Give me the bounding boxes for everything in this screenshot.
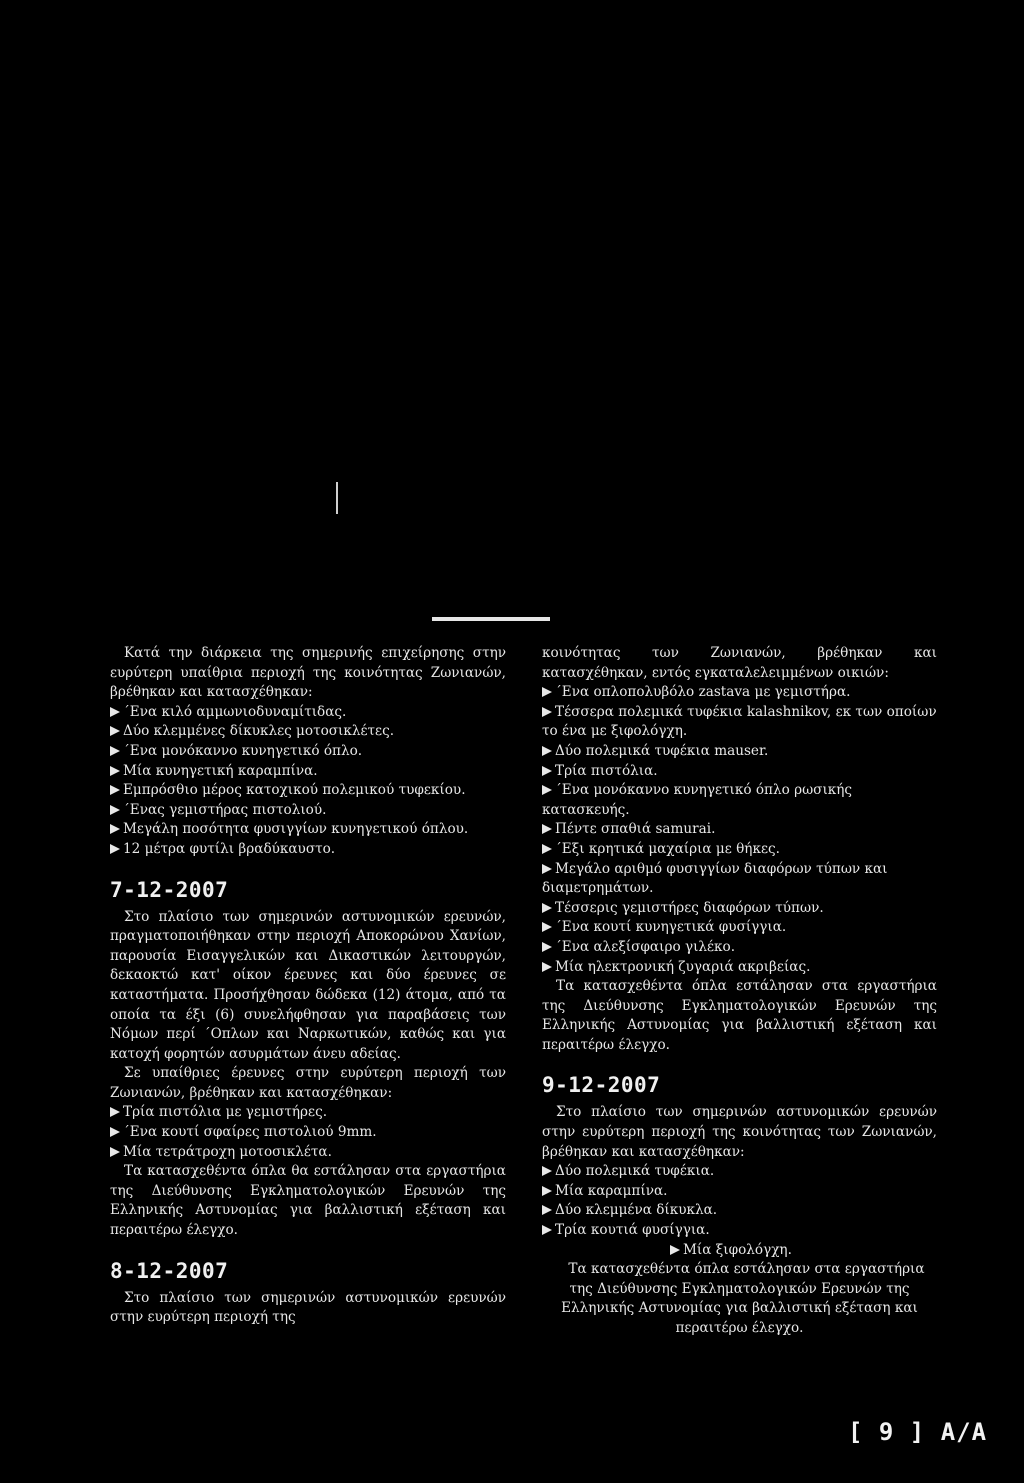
list-item: Δύο κλεμμένα δίκυκλα. xyxy=(542,1201,937,1221)
triangle-bullet-icon xyxy=(542,922,552,932)
triangle-bullet-icon xyxy=(542,1186,552,1196)
right-column xyxy=(542,644,937,1339)
triangle-bullet-icon xyxy=(110,746,120,756)
triangle-bullet-icon xyxy=(542,746,552,756)
triangle-bullet-icon xyxy=(542,707,552,717)
triangle-bullet-icon xyxy=(670,1245,680,1255)
triangle-bullet-icon xyxy=(110,1107,120,1117)
triangle-bullet-icon xyxy=(110,726,120,736)
header-rule xyxy=(432,617,550,621)
triangle-bullet-icon xyxy=(542,1225,552,1235)
triangle-bullet-icon xyxy=(542,687,552,697)
triangle-bullet-icon xyxy=(542,962,552,972)
list-item: Τρία πιστόλια. xyxy=(542,762,937,782)
triangle-bullet-icon xyxy=(110,1147,120,1157)
list-item: Δύο κλεμμένες δίκυκλες μοτοσικλέτες. xyxy=(110,722,506,742)
list-item: Δύο πολεμικά τυφέκια. xyxy=(542,1162,937,1182)
list-item: Τρία κουτιά φυσίγγια. xyxy=(542,1221,937,1241)
vertical-mark xyxy=(336,482,338,514)
list-item: ΄Ενα αλεξίσφαιρο γιλέκο. xyxy=(542,938,937,958)
section-9-closing: Τα κατασχεθέντα όπλα εστάλησαν στα εργαστήρια της Διεύθυνσης Εγκληματολογικών Ερευνών της Ελληνικής Αστυνομίας για βαλλιστική εξέταση και περαιτέρω έλεγχο. xyxy=(561,1261,925,1336)
seized-items-list-1 xyxy=(110,703,506,860)
right-closing-paragraph: Τα κατασχεθέντα όπλα εστάλησαν στα εργαστήρια της Διεύθυνσης Εγκληματολογικών Ερευνών της Ελληνικής Αστυνομίας για βαλλιστική εξέταση και περαιτέρω έλεγχο. xyxy=(542,978,937,1053)
triangle-bullet-icon xyxy=(542,1205,552,1215)
triangle-bullet-icon xyxy=(542,1166,552,1176)
list-item: Μία ηλεκτρονική ζυγαριά ακριβείας. xyxy=(542,958,937,978)
section-7-paragraph-2: Σε υπαίθριες έρευνες στην ευρύτερη περιοχή των Ζωνιανών, βρέθηκαν και κατασχέθηκαν: xyxy=(110,1065,506,1101)
list-item: Τρία πιστόλια με γεμιστήρες. xyxy=(110,1103,506,1123)
triangle-bullet-icon xyxy=(542,903,552,913)
date-heading-7-12-2007: 7-12-2007 xyxy=(110,877,229,902)
continuation-paragraph: κοινότητας των Ζωνιανών, βρέθηκαν και κατασχέθηκαν, εντός εγκαταλελειμμένων οικιών: xyxy=(542,645,937,681)
list-item: Μία κυνηγετική καραμπίνα. xyxy=(110,762,506,782)
triangle-bullet-icon xyxy=(542,864,552,874)
triangle-bullet-icon xyxy=(542,824,552,834)
triangle-bullet-icon xyxy=(110,844,120,854)
list-item: Δύο πολεμικά τυφέκια mauser. xyxy=(542,742,937,762)
left-column xyxy=(110,644,506,1328)
list-item: ΄Ενα κουτί σφαίρες πιστολιού 9mm. xyxy=(110,1123,506,1143)
triangle-bullet-icon xyxy=(542,942,552,952)
triangle-bullet-icon xyxy=(110,766,120,776)
section-8-paragraph-1: Στο πλαίσιο των σημερινών αστυνομικών ερευνών στην ευρύτερη περιοχή της xyxy=(110,1289,506,1326)
section-7-paragraph-1: Στο πλαίσιο των σημερινών αστυνομικών ερευνών, πραγματοποιήθηκαν στην περιοχή Αποκορώνου Χανίων, παρουσία Εισαγγελικών και Δικαστικών λειτουργών, δεκαοκτώ κατ' οίκον έρευνες και δύο έρευνες σε καταστήματα. Προσήχθησαν δώδεκα (12) άτομα, από τα οποία τα έξι (6) συνελήφθησαν για παραβάσεις των Νόμων περί ΄Οπλων και Ναρκωτικών, καθώς και για κατοχή φορητών ασυρμάτων άνευ αδείας. xyxy=(110,908,506,1062)
list-item: Μία τετράτροχη μοτοσικλέτα. xyxy=(110,1143,506,1163)
list-item: 12 μέτρα φυτίλι βραδύκαυστο. xyxy=(110,840,506,860)
triangle-bullet-icon xyxy=(542,844,552,854)
list-item: Τέσσερα πολεμικά τυφέκια kalashnikov, εκ των οποίων το ένα με ξιφολόγχη. xyxy=(542,703,937,740)
list-item: ΄Ενα κουτί κυνηγετικά φυσίγγια. xyxy=(542,918,937,938)
triangle-bullet-icon xyxy=(110,1127,120,1137)
list-item: ΄Ενα μονόκαννο κυνηγετικό όπλο ρωσικής κατασκευής. xyxy=(542,782,853,818)
list-item: Μία καραμπίνα. xyxy=(542,1182,937,1202)
date-heading-9-12-2007: 9-12-2007 xyxy=(542,1073,661,1098)
triangle-bullet-icon xyxy=(542,766,552,776)
list-item: Πέντε σπαθιά samurai. xyxy=(542,820,937,840)
section-9-paragraph-1: Στο πλαίσιο των σημερινών αστυνομικών ερευνών στην ευρύτερη περιοχή της κοινότητας των Ζωνιανών, βρέθηκαν και κατασχέθηκαν: xyxy=(542,1104,937,1160)
triangle-bullet-icon xyxy=(110,785,120,795)
page-number: [ 9 ] Α/Α xyxy=(848,1418,988,1446)
list-item: ΄Ενας γεμιστήρας πιστολιού. xyxy=(110,801,506,821)
list-item: Μεγάλη ποσότητα φυσιγγίων κυνηγετικού όπλου. xyxy=(110,820,506,840)
list-item: ΄Ενα οπλοπολυβόλο zastava με γεμιστήρα. xyxy=(542,683,937,703)
seized-items-list-3 xyxy=(542,683,937,977)
triangle-bullet-icon xyxy=(110,805,120,815)
triangle-bullet-icon xyxy=(542,785,552,795)
triangle-bullet-icon xyxy=(110,707,120,717)
list-item: Εμπρόσθιο μέρος κατοχικού πολεμικού τυφεκίου. xyxy=(110,781,506,801)
list-item: ΄Ενα μονόκαννο κυνηγετικό όπλο. xyxy=(110,742,506,762)
triangle-bullet-icon xyxy=(110,824,120,834)
section-7-closing: Τα κατασχεθέντα όπλα θα εστάλησαν στα εργαστήρια της Διεύθυνσης Εγκληματολογικών Ερευνών της Ελληνικής Αστυνομίας για βαλλιστική εξέταση και περαιτέρω έλεγχο. xyxy=(110,1163,506,1239)
list-item: Μεγάλο αριθμό φυσιγγίων διαφόρων τύπων και διαμετρημάτων. xyxy=(542,860,888,897)
seized-items-list-2 xyxy=(110,1103,506,1162)
list-item: ΄Ενα κιλό αμμωνιοδυναμίτιδας. xyxy=(110,703,506,723)
list-item: Τέσσερις γεμιστήρες διαφόρων τύπων. xyxy=(542,899,937,919)
seized-items-list-4 xyxy=(542,1162,937,1260)
list-item: Μία ξιφολόγχη. xyxy=(542,1241,937,1261)
list-item: ΄Εξι κρητικά μαχαίρια με θήκες. xyxy=(542,840,937,860)
intro-paragraph: Κατά την διάρκεια της σημερινής επιχείρησης στην ευρύτερη υπαίθρια περιοχή της κοινότητας Ζωνιανών, βρέθηκαν και κατασχέθηκαν: xyxy=(110,645,506,701)
date-heading-8-12-2007: 8-12-2007 xyxy=(110,1258,229,1283)
